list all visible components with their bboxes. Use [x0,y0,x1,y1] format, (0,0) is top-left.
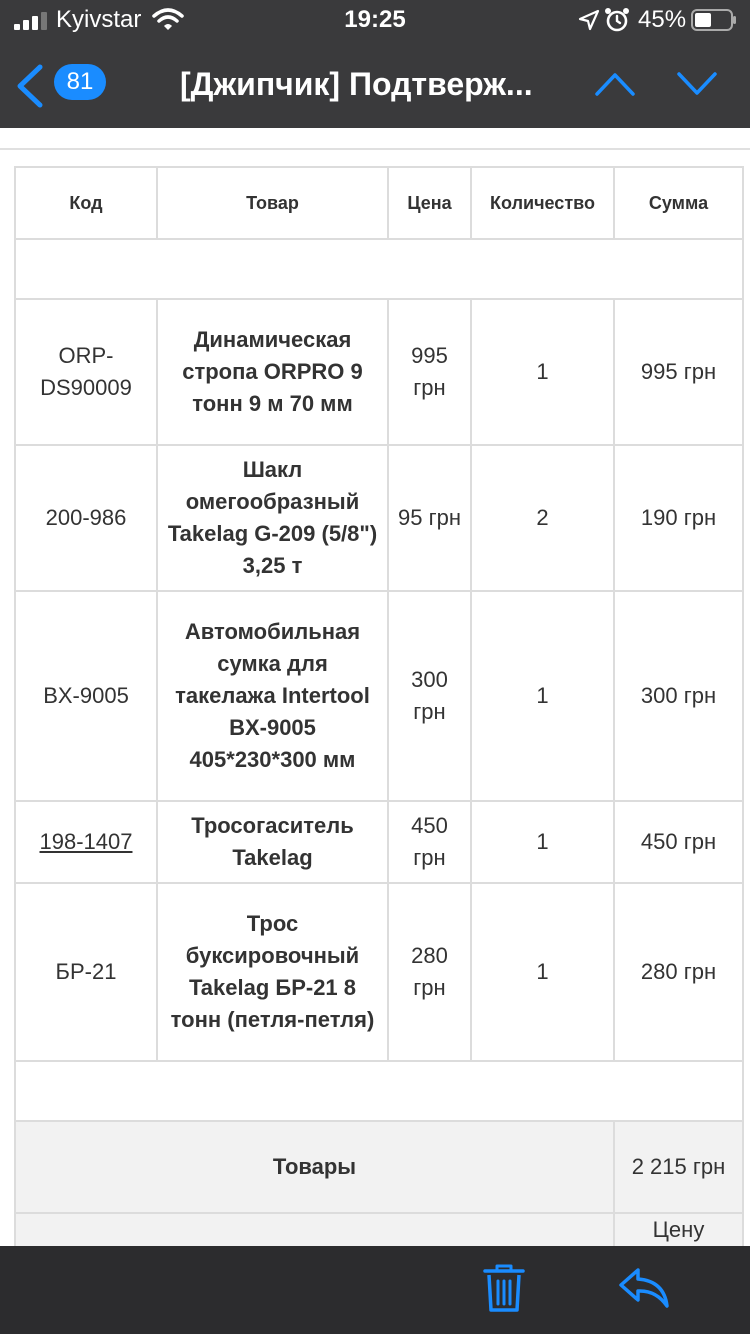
trash-icon[interactable] [482,1262,526,1314]
cell-sum: 190 грн [614,445,743,591]
total-row [15,1121,743,1213]
header-product: Товар [157,167,388,239]
table-row [15,883,743,1061]
cell-sum: 450 грн [614,801,743,883]
battery-icon [691,9,737,31]
header-quantity: Количество [471,167,614,239]
message-body[interactable] [0,128,750,1246]
chevron-down-icon[interactable] [676,70,718,98]
clock: 19:25 [344,6,406,33]
divider [0,148,750,150]
order-table [14,166,744,1246]
status-bar [0,0,750,40]
partial-cell: Цену [614,1213,743,1246]
cell-price: 95 грн [388,445,471,591]
location-icon [578,9,600,31]
cell-product: Динамическая стропа ORPRO 9 тонн 9 м 70 мм [157,299,388,445]
cell-code[interactable] [15,801,157,883]
carrier-label: Kyivstar [56,6,142,33]
message-title: [Джипчик] Подтверж... [180,66,533,102]
cell-quantity: 1 [471,591,614,801]
cell-code: ORP-DS90009 [15,299,157,445]
cell-price: 300 грн [388,591,471,801]
cell-product: Трос буксировочный Takelag БР-21 8 тонн (петля-петля) [157,883,388,1061]
header-sum: Сумма [614,167,743,239]
total-value: 2 215 грн [614,1121,743,1213]
partial-row [15,1213,743,1246]
cell-price: 450 грн [388,801,471,883]
header-code: Код [15,167,157,239]
cell-price: 995 грн [388,299,471,445]
cell-product: Тросогаситель Takelag [157,801,388,883]
cell-sum: 280 грн [614,883,743,1061]
cell-price: 280 грн [388,883,471,1061]
empty-row [15,239,743,299]
total-label: Товары [15,1121,614,1213]
reply-icon[interactable] [618,1266,670,1310]
cell-quantity: 1 [471,299,614,445]
navigation-bar [0,40,750,128]
chevron-up-icon[interactable] [594,70,636,98]
battery-percent: 45% [638,6,687,33]
cell-sum: 300 грн [614,591,743,801]
cell-quantity: 1 [471,801,614,883]
chevron-left-icon[interactable] [14,64,44,108]
cell-code: BX-9005 [15,591,157,801]
empty-row [15,1061,743,1121]
table-row [15,299,743,445]
cell-quantity: 2 [471,445,614,591]
header-price: Цена [388,167,471,239]
cell-product: Автомобильная сумка для такелажа Intertool BX-9005 405*230*300 мм [157,591,388,801]
table-row [15,445,743,591]
top-bar [0,0,750,128]
cell-quantity: 1 [471,883,614,1061]
bottom-toolbar [0,1246,750,1334]
table-row [15,801,743,883]
table-row [15,591,743,801]
cell-sum: 995 грн [614,299,743,445]
cell-code: 200-986 [15,445,157,591]
table-header-row [15,167,743,239]
unread-count-badge[interactable]: 81 [54,64,106,100]
phone-link[interactable]: 198-1407 [39,829,133,854]
alarm-icon [604,7,630,33]
cell-code: БР-21 [15,883,157,1061]
cell-product: Шакл омегообразный Takelag G-209 (5/8") 3,25 т [157,445,388,591]
